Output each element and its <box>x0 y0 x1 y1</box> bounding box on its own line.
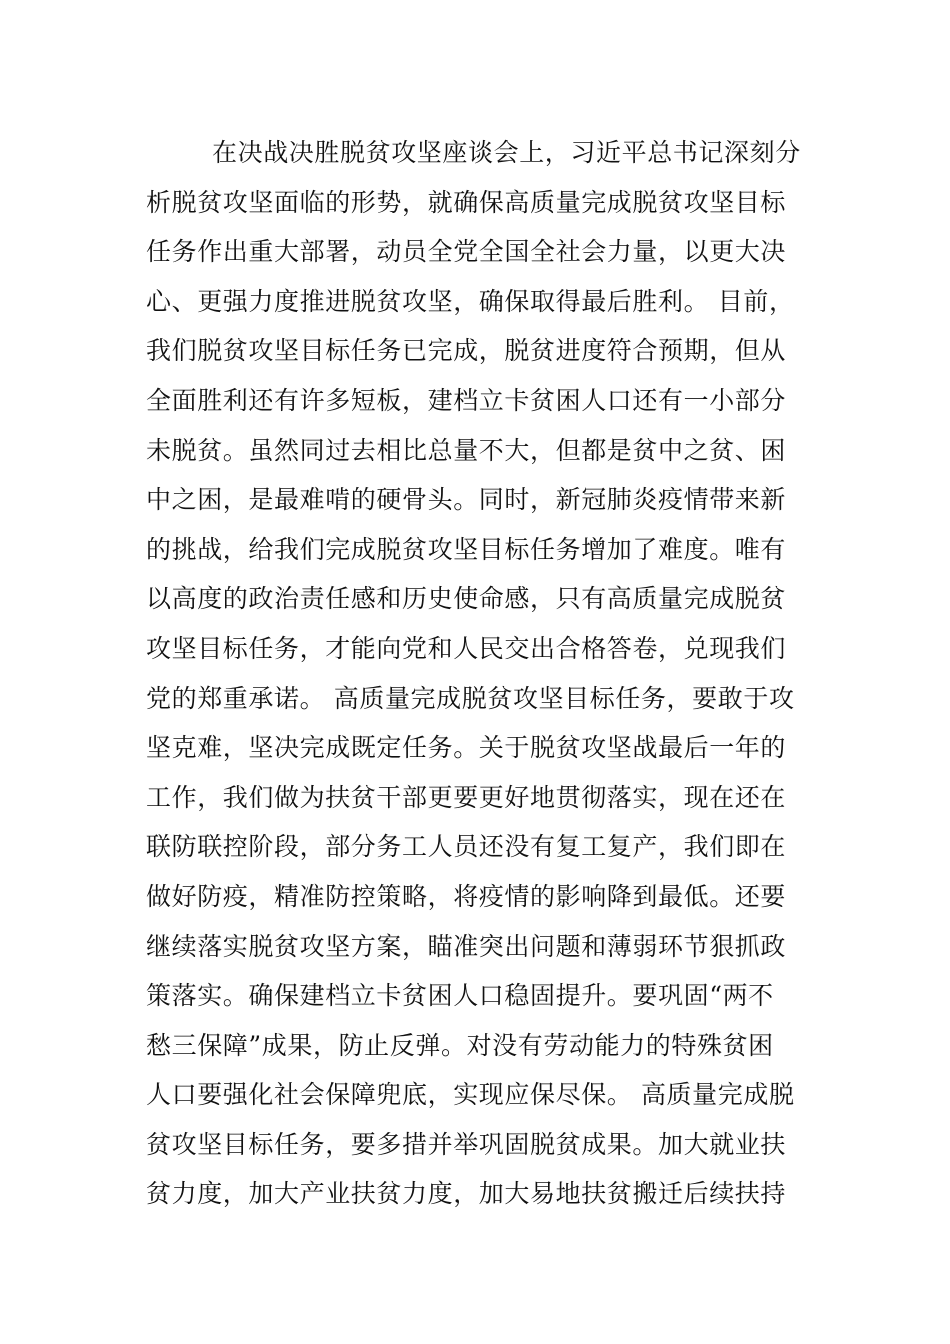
text-line: 任务作出重大部署，动员全党全国全社会力量，以更大决 <box>146 237 787 267</box>
text-line: 贫力度，加大产业扶贫力度，加大易地扶贫搬迁后续扶持 <box>146 1179 787 1209</box>
text-line: 未脱贫。虽然同过去相比总量不大，但都是贫中之贫、困 <box>146 435 787 465</box>
text-line: 以高度的政治责任感和历史使命感，只有高质量完成脱贫 <box>146 584 787 614</box>
text-line: 人口要强化社会保障兜底，实现应保尽保。 高质量完成脱 <box>146 1080 795 1110</box>
text-line: 的挑战，给我们完成脱贫攻坚目标任务增加了难度。唯有 <box>146 534 787 564</box>
text-line: 在决战决胜脱贫攻坚座谈会上，习近平总书记深刻分 <box>212 138 801 167</box>
text-line: 心、更强力度推进脱贫攻坚，确保取得最后胜利。 目前， <box>146 286 795 316</box>
text-line: 贫攻坚目标任务，要多措并举巩固脱贫成果。加大就业扶 <box>146 1129 787 1159</box>
text-line: 愁三保障”成果，防止反弹。对没有劳动能力的特殊贫困 <box>146 1030 774 1060</box>
text-line: 继续落实脱贫攻坚方案，瞄准突出问题和薄弱环节狠抓政 <box>146 931 787 961</box>
body-text <box>146 128 816 1219</box>
text-line: 党的郑重承诺。 高质量完成脱贫攻坚目标任务，要敢于攻 <box>146 683 795 713</box>
text-line: 析脱贫攻坚面临的形势，就确保高质量完成脱贫攻坚目标 <box>146 187 787 217</box>
text-line: 联防联控阶段，部分务工人员还没有复工复产，我们即在 <box>146 832 787 862</box>
text-line: 中之困，是最难啃的硬骨头。同时，新冠肺炎疫情带来新 <box>146 485 787 515</box>
text-line: 我们脱贫攻坚目标任务已完成，脱贫进度符合预期，但从 <box>146 336 787 366</box>
text-line: 全面胜利还有许多短板，建档立卡贫困人口还有一小部分 <box>146 385 787 415</box>
text-line: 策落实。确保建档立卡贫困人口稳固提升。要巩固“两不 <box>146 981 774 1011</box>
text-line: 做好防疫，精准防控策略，将疫情的影响降到最低。还要 <box>146 881 787 911</box>
text-line: 坚克难，坚决完成既定任务。关于脱贫攻坚战最后一年的 <box>146 733 787 763</box>
text-line: 工作，我们做为扶贫干部更要更好地贯彻落实，现在还在 <box>146 782 787 812</box>
text-line: 攻坚目标任务，才能向党和人民交出合格答卷，兑现我们 <box>146 633 787 663</box>
